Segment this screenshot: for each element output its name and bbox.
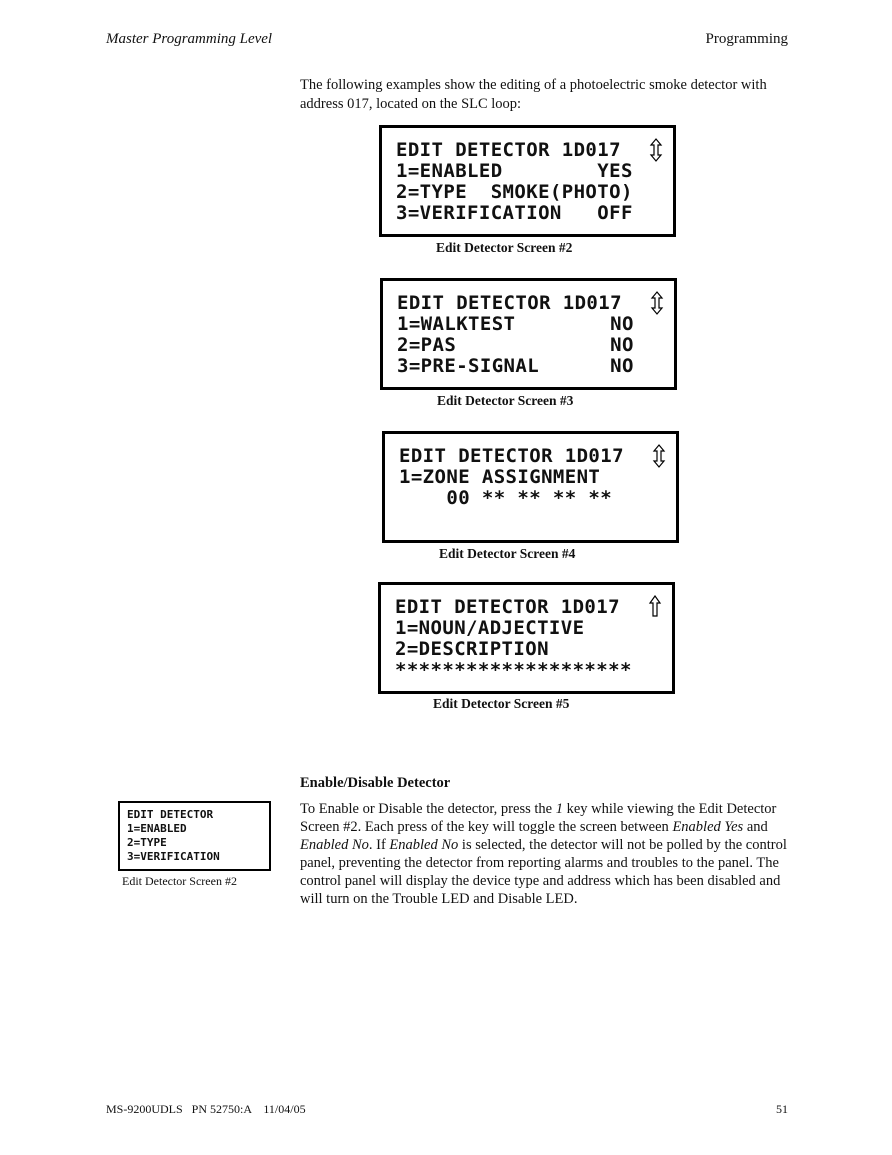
intro-paragraph: The following examples show the editing of a photoelectric smoke detector with address 017, located on the SLC loop: xyxy=(300,77,767,112)
lcd-line: 1=ENABLED YES xyxy=(396,160,633,182)
lcd-line: 2=TYPE xyxy=(127,836,167,849)
lcd-line: EDIT DETECTOR 1D017 xyxy=(399,445,624,467)
lcd-screen-4 xyxy=(382,431,679,543)
key-number: 1 xyxy=(555,801,563,817)
lcd-line: 2=PAS NO xyxy=(397,334,634,356)
lcd-line: 00 ** ** ** ** xyxy=(399,487,613,509)
body-text: . If xyxy=(368,837,390,853)
header-section-title: Master Programming Level xyxy=(106,31,273,47)
body-text: To Enable or Disable the detector, press the xyxy=(300,801,556,817)
body-text: and xyxy=(743,819,768,835)
lcd-line: 1=WALKTEST NO xyxy=(397,313,634,335)
up-down-arrow-icon xyxy=(650,291,664,315)
lcd-screen-5 xyxy=(378,582,675,694)
screen-caption: Edit Detector Screen #5 xyxy=(433,696,570,711)
footer-doc-id: MS-9200UDLS PN 52750:A 11/04/05 xyxy=(106,1102,306,1116)
lcd-line: 2=DESCRIPTION xyxy=(395,638,549,660)
lcd-line: 1=ENABLED xyxy=(127,822,187,835)
lcd-screen-3 xyxy=(380,278,677,390)
screen-caption: Edit Detector Screen #4 xyxy=(439,546,576,561)
enabled-no-term: Enabled No xyxy=(389,837,459,853)
small-lcd-screen xyxy=(118,801,271,871)
lcd-line: EDIT DETECTOR xyxy=(127,808,214,821)
lcd-line: 3=VERIFICATION xyxy=(127,850,220,863)
lcd-screen-2 xyxy=(379,125,676,237)
screen-caption: Edit Detector Screen #3 xyxy=(437,393,574,408)
small-screen-caption: Edit Detector Screen #2 xyxy=(122,874,237,888)
lcd-line: 1=ZONE ASSIGNMENT xyxy=(399,466,601,488)
lcd-line: EDIT DETECTOR 1D017 xyxy=(397,292,622,314)
page-number: 51 xyxy=(776,1102,788,1116)
lcd-line: 3=VERIFICATION OFF xyxy=(396,202,633,224)
lcd-line: EDIT DETECTOR 1D017 xyxy=(395,596,620,618)
lcd-line: 2=TYPE SMOKE(PHOTO) xyxy=(396,181,633,203)
up-down-arrow-icon xyxy=(649,138,663,162)
enabled-no-term: Enabled No xyxy=(300,837,369,853)
body-text: is selected, the detector will not be polled by the control panel, preventing the detector from reporting alarms and troubles to the panel. The control panel will display the device type and address which has been disabled and will turn on the Trouble LED and Disable LED. xyxy=(300,837,787,907)
up-down-arrow-icon xyxy=(652,444,666,468)
header-chapter-title: Programming xyxy=(705,31,788,47)
lcd-line: ******************** xyxy=(395,659,632,681)
body-text: key while viewing the Edit Detector Screen #2. Each press of the key will toggle the screen between xyxy=(300,801,777,835)
body-paragraph xyxy=(300,800,788,908)
enabled-yes-term: Enabled Yes xyxy=(672,819,744,835)
lcd-line: 3=PRE-SIGNAL NO xyxy=(397,355,634,377)
up-arrow-icon xyxy=(648,595,662,619)
screen-caption: Edit Detector Screen #2 xyxy=(436,240,573,255)
lcd-line: 1=NOUN/ADJECTIVE xyxy=(395,617,585,639)
lcd-line: EDIT DETECTOR 1D017 xyxy=(396,139,621,161)
section-heading: Enable/Disable Detector xyxy=(300,775,451,791)
